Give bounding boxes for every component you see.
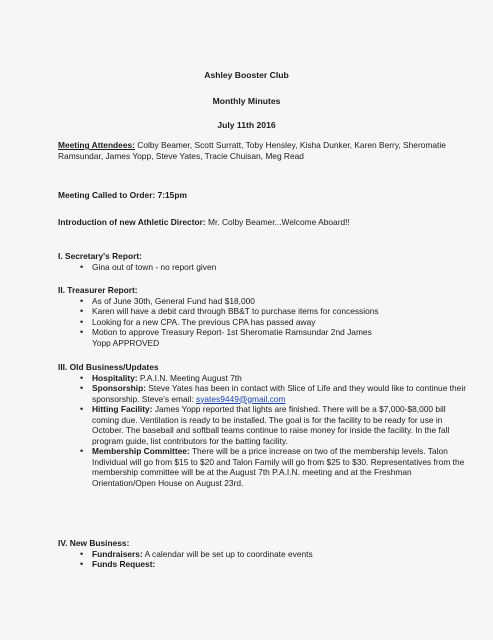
treasurer-section [58, 285, 468, 348]
treasurer-heading: II. Treasurer Report: [58, 285, 138, 295]
secretary-section [58, 251, 468, 272]
secretary-heading: I. Secretary's Report: [58, 251, 142, 261]
old-business-section [58, 362, 468, 488]
attendees-paragraph [58, 140, 468, 161]
item-label: Hospitality: [92, 372, 138, 383]
new-business-heading: IV. New Business: [58, 538, 130, 548]
item-label: Hitting Facility: [92, 404, 153, 414]
document-title: Monthly Minutes [212, 96, 281, 106]
email-link[interactable]: syates9449@gmail.com [196, 393, 286, 404]
intro-paragraph [58, 217, 468, 228]
item-text: James Yopp reported that lights are finished. There will be a $7,000-$8,000 bill coming due. Ventilation is ready to be installed. The goal is for the facility to be ready for use in October. The baseball and softball teams continue to raise money for inside the facility. In the fall program guide, list contributors for the batting facility. [92, 404, 450, 446]
new-business-section [58, 538, 468, 570]
attendees-label: Meeting Attendees: [58, 140, 135, 150]
item-text: Steve Yates has been in contact with Slice of Life and they would like to continue their sponsorship. Steve's email: [92, 383, 466, 404]
list-item: • Motion to approve Treasury Report- 1st Sheromatie Ramsundar 2nd James Yopp APPROVED [80, 327, 392, 348]
list-item: • Looking for a new CPA. The previous CPA has passed away [80, 317, 468, 328]
club-title: Ashley Booster Club [204, 70, 289, 80]
intro-label: Introduction of new Athletic Director: [58, 217, 206, 227]
list-item [80, 559, 468, 570]
item-text: There will be a price increase on two of the membership levels. Talon Individual will go from $15 to $20 and Talon Family will go from $25 to $30. Representatives from the membership committee will be at the August 7th P.A.I.N. meeting and at the Freshman Orientation/Open House on August 23rd. [92, 446, 465, 488]
item-label: Funds Request: [92, 559, 156, 569]
item-label: Sponsorship: [92, 383, 146, 393]
list-item [80, 549, 468, 560]
item-text: A calendar will be set up to coordinate events [142, 548, 313, 559]
attendees-names: Colby Beamer, Scott Surratt, Toby Hensley, Kisha Dunker, Karen Berry, Sheromatie Ramsundar, James Yopp, Steve Yates, Tracie Chuisan, Meg Read [58, 140, 446, 161]
meeting-date: July 11th 2016 [217, 120, 276, 130]
called-to-order: Meeting Called to Order: 7:15pm [58, 190, 187, 200]
list-item [80, 404, 468, 446]
list-item: • Karen will have a debit card through BB&T to purchase items for concessions [80, 306, 468, 317]
list-item: • Gina out of town - no report given [80, 262, 468, 273]
item-label: Membership Committee: [92, 446, 190, 456]
list-item [80, 383, 468, 404]
old-business-heading: III. Old Business/Updates [58, 362, 159, 372]
list-item: • As of June 30th, General Fund had $18,000 [80, 296, 468, 307]
intro-text: Mr. Colby Beamer...Welcome Aboard!! [205, 217, 350, 227]
list-item [80, 446, 468, 488]
list-item [80, 373, 468, 384]
item-label: Fundraisers: [92, 548, 143, 559]
item-text: P.A.I.N. Meeting August 7th [137, 372, 242, 383]
